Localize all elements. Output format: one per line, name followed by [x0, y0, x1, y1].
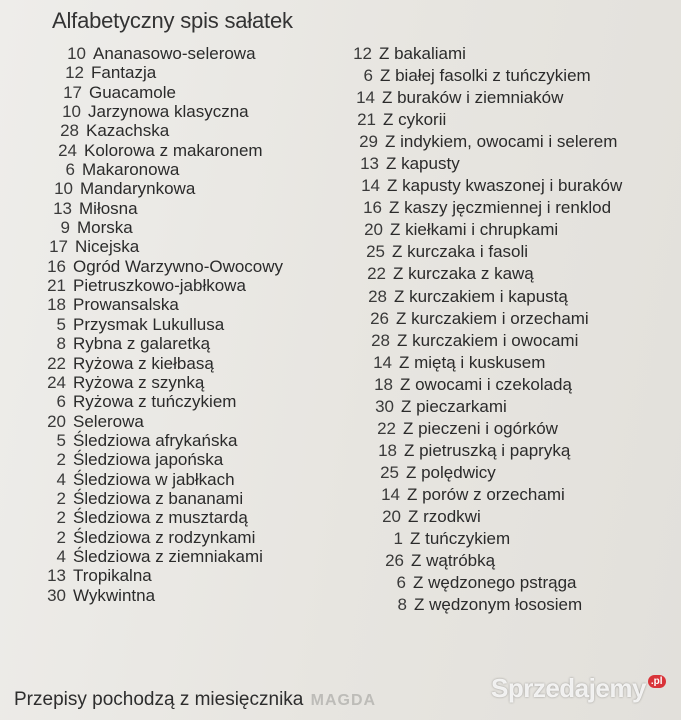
index-entry [0, 354, 330, 373]
watermark-text: Sprzedajemy [491, 673, 646, 703]
salad-name: Śledziowa z ziemniakami [73, 546, 263, 566]
page-number: 6 [363, 66, 373, 86]
page-number: 17 [49, 237, 68, 257]
index-entry [0, 315, 330, 334]
salad-name: Kazachska [86, 121, 170, 141]
salad-name: Z owocami i czekoladą [400, 374, 572, 394]
page-number: 26 [385, 551, 404, 571]
page-number: 2 [56, 488, 66, 508]
source-note [14, 689, 376, 711]
salad-name: Z bakaliami [379, 44, 466, 63]
page-number: 14 [373, 352, 392, 372]
page-number: 25 [366, 242, 385, 262]
index-entry [0, 586, 330, 605]
index-entry [330, 110, 650, 132]
page-number: 10 [62, 102, 81, 122]
salad-name: Z białej fasolki z tuńczykiem [380, 66, 591, 86]
index-entry [330, 595, 650, 617]
salad-name: Fantazja [91, 63, 157, 83]
salad-name: Z kapusty kwaszonej i buraków [387, 176, 623, 196]
page-number: 16 [47, 256, 66, 276]
salad-name: Morska [77, 218, 133, 238]
index-entry [0, 431, 330, 450]
salad-name: Z buraków i ziemniaków [382, 88, 564, 108]
page-number: 26 [370, 308, 389, 328]
salad-name: Z kurczaka z kawą [393, 264, 534, 284]
index-entry [0, 276, 330, 295]
index-entry [0, 160, 330, 179]
page-number: 2 [56, 527, 66, 547]
page-number: 5 [56, 430, 66, 450]
salad-name: Śledziowa afrykańska [73, 430, 238, 450]
index-entry [0, 237, 330, 256]
page-number: 2 [56, 508, 66, 528]
index-entry [330, 573, 650, 595]
salad-name: Z kurczakiem i kapustą [394, 286, 568, 306]
page-number: 12 [65, 63, 84, 83]
right-index-column [330, 44, 650, 617]
index-entry [0, 489, 330, 508]
salad-name: Prowansalska [73, 295, 179, 315]
page-number: 10 [67, 44, 86, 63]
salad-name: Ananasowo-selerowa [93, 44, 256, 63]
index-entry [0, 83, 330, 102]
salad-name: Z pieczeni i ogórków [403, 418, 558, 438]
index-entry [0, 373, 330, 392]
page-number: 18 [47, 295, 66, 315]
index-entry [0, 508, 330, 527]
page-number: 14 [356, 88, 375, 108]
salad-name: Śledziowa z musztardą [73, 508, 248, 528]
page-number: 30 [375, 396, 394, 416]
index-entry [0, 392, 330, 411]
page-number: 4 [56, 546, 66, 566]
salad-name: Śledziowa z rodzynkami [73, 527, 256, 547]
salad-name: Pietruszkowo-jabłkowa [73, 276, 246, 296]
salad-name: Z kiełkami i chrupkami [390, 220, 559, 240]
salad-name: Śledziowa w jabłkach [73, 469, 235, 489]
index-entry [0, 295, 330, 314]
index-title: Alfabetyczny spis sałatek [52, 8, 293, 33]
index-entry [330, 507, 650, 529]
salad-name: Z polędwicy [406, 462, 496, 482]
salad-name: Z pieczarkami [401, 396, 507, 416]
salad-name: Z porów z orzechami [407, 484, 565, 504]
index-entry [330, 88, 650, 110]
index-entry [330, 264, 650, 286]
index-entry [0, 141, 330, 160]
salad-name: Rybna z galaretką [73, 334, 211, 354]
salad-name: Śledziowa z bananami [73, 488, 244, 508]
page-number: 18 [378, 440, 397, 460]
index-entry [0, 470, 330, 489]
index-entry [330, 44, 650, 66]
source-note-text: Przepisy pochodzą z miesięcznika [14, 689, 304, 710]
index-entry [330, 176, 650, 198]
watermark-badge: .pl [648, 675, 666, 688]
index-entry [330, 419, 650, 441]
page-number: 13 [360, 154, 379, 174]
page-number: 24 [47, 372, 66, 392]
salad-name: Ryżowa z szynką [73, 372, 205, 392]
index-entry [330, 66, 650, 88]
salad-name: Selerowa [73, 411, 144, 431]
page-number: 13 [53, 198, 72, 218]
salad-name: Z wędzonym łososiem [414, 595, 583, 615]
index-entry [0, 547, 330, 566]
salad-name: Mandarynkowa [80, 179, 196, 199]
index-entry [0, 528, 330, 547]
index-entry [330, 154, 650, 176]
page-number: 6 [396, 573, 406, 593]
salad-name: Śledziowa japońska [73, 450, 224, 470]
salad-name: Z kurczakiem i owocami [397, 330, 579, 350]
salad-name: Wykwintna [73, 585, 156, 605]
magazine-name: MAGDA [310, 692, 377, 709]
index-entry [330, 132, 650, 154]
salad-name: Miłosna [79, 198, 138, 218]
index-entry [0, 102, 330, 121]
page-number: 22 [47, 353, 66, 373]
index-entry [330, 220, 650, 242]
site-watermark [491, 673, 666, 704]
index-entry [0, 179, 330, 198]
page-number: 28 [371, 330, 390, 350]
salad-name: Z kaszy jęczmiennej i renklod [389, 198, 612, 218]
index-entry [330, 353, 650, 375]
index-entry [0, 199, 330, 218]
salad-name: Ryżowa z tuńczykiem [73, 392, 237, 412]
index-entry [0, 63, 330, 82]
page-number: 12 [353, 44, 372, 63]
page-number: 30 [47, 585, 66, 605]
salad-name: Makaronowa [82, 160, 180, 180]
left-index-column [0, 44, 330, 605]
page-number: 8 [397, 595, 407, 615]
page-number: 4 [56, 469, 66, 489]
index-entry [330, 242, 650, 264]
page-number: 2 [56, 450, 66, 470]
salad-name: Z wędzonego pstrąga [413, 573, 577, 593]
page-number: 10 [54, 179, 73, 199]
page-number: 16 [363, 198, 382, 218]
page-number: 29 [359, 132, 378, 152]
index-entry [330, 309, 650, 331]
page-number: 14 [381, 484, 400, 504]
index-entry [330, 331, 650, 353]
page-number: 5 [56, 314, 66, 334]
salad-name: Jarzynowa klasyczna [88, 102, 249, 122]
index-entry [330, 529, 650, 551]
page-number: 13 [47, 566, 66, 586]
page-number: 6 [65, 160, 75, 180]
page-number: 20 [47, 411, 66, 431]
index-entry [0, 257, 330, 276]
index-entry [0, 566, 330, 585]
salad-name: Z cykorii [383, 110, 447, 130]
index-entry [330, 375, 650, 397]
index-entry [330, 198, 650, 220]
index-entry [330, 287, 650, 309]
salad-name: Z pietruszką i papryką [404, 440, 571, 460]
page-number: 9 [60, 218, 70, 238]
page-number: 22 [377, 418, 396, 438]
index-entry [330, 485, 650, 507]
salad-name: Ryżowa z kiełbasą [73, 353, 214, 373]
index-entry [330, 397, 650, 419]
index-entry [0, 412, 330, 431]
page-number: 20 [382, 506, 401, 526]
salad-name: Z tuńczykiem [410, 529, 511, 549]
index-entry [330, 463, 650, 485]
index-entry [0, 334, 330, 353]
salad-name: Z wątróbką [411, 551, 496, 571]
page-number: 21 [47, 276, 66, 296]
index-entry [0, 450, 330, 469]
index-entry [330, 551, 650, 573]
page-number: 28 [60, 121, 79, 141]
page-number: 24 [58, 140, 77, 160]
salad-name: Tropikalna [73, 566, 152, 586]
salad-name: Guacamole [89, 82, 176, 102]
page-number: 21 [357, 110, 376, 130]
page-number: 8 [56, 334, 66, 354]
salad-name: Z kurczakiem i orzechami [396, 308, 589, 328]
page-number: 20 [364, 220, 383, 240]
index-entry [0, 121, 330, 140]
salad-name: Z kurczaka i fasoli [392, 242, 529, 262]
salad-name: Przysmak Lukullusa [73, 314, 225, 334]
salad-name: Z kapusty [386, 154, 460, 174]
page-number: 25 [380, 462, 399, 482]
page-number: 18 [374, 374, 393, 394]
salad-name: Ogród Warzywno-Owocowy [73, 256, 284, 276]
salad-name: Z indykiem, owocami i selerem [385, 132, 618, 152]
page-number: 6 [56, 392, 66, 412]
salad-name: Nicejska [75, 237, 140, 257]
page-number: 17 [63, 82, 82, 102]
index-entry [0, 218, 330, 237]
page-number: 28 [368, 286, 387, 306]
salad-name: Z rzodkwi [408, 506, 481, 526]
page-number: 14 [361, 176, 380, 196]
page-number: 22 [367, 264, 386, 284]
salad-name: Kolorowa z makaronem [84, 140, 263, 160]
index-entry [330, 441, 650, 463]
page-number: 1 [393, 529, 403, 549]
index-entry [0, 44, 330, 63]
salad-name: Z miętą i kuskusem [399, 352, 546, 372]
